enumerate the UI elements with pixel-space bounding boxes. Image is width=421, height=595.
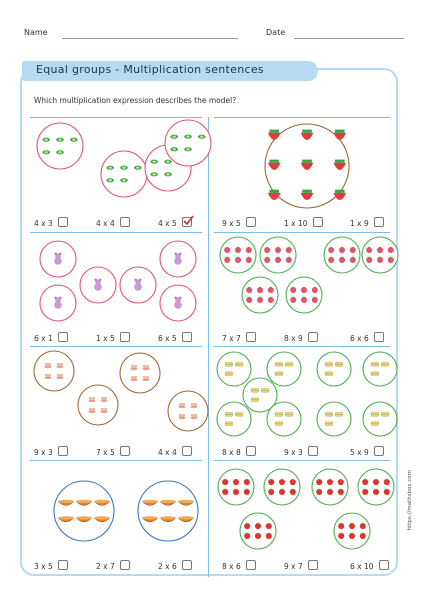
group-circle bbox=[120, 267, 156, 303]
answer-checkbox[interactable] bbox=[374, 217, 384, 227]
answer-label: 4 x 4 bbox=[96, 219, 115, 228]
answer-checkbox[interactable] bbox=[246, 560, 256, 570]
answer-option[interactable] bbox=[222, 560, 256, 571]
answer-label: 6 x 1 bbox=[34, 334, 53, 343]
answer-checkbox[interactable] bbox=[58, 217, 68, 227]
sandwiches-item bbox=[285, 412, 293, 416]
teddy-bears-item bbox=[174, 253, 182, 265]
sandwiches-item bbox=[325, 422, 333, 426]
sandwiches-item bbox=[371, 372, 379, 376]
group-circle bbox=[160, 285, 196, 321]
group-circle bbox=[267, 352, 301, 386]
problem-cell bbox=[212, 233, 402, 348]
answer-label: 9 x 7 bbox=[284, 562, 303, 571]
sandwiches-item bbox=[235, 362, 243, 366]
candies-item bbox=[106, 178, 114, 182]
answer-option[interactable] bbox=[222, 217, 256, 228]
group-circle bbox=[260, 237, 296, 273]
pomegranates-model bbox=[212, 233, 402, 325]
answer-checkbox[interactable] bbox=[120, 217, 130, 227]
group-circle bbox=[160, 241, 196, 277]
candies-model bbox=[28, 118, 218, 210]
problem-cell bbox=[212, 461, 402, 576]
group-circle bbox=[334, 513, 370, 549]
sandwiches-item bbox=[275, 362, 283, 366]
answer-option[interactable] bbox=[158, 332, 192, 343]
group-circle bbox=[363, 402, 397, 436]
candies-item bbox=[170, 147, 178, 151]
sandwiches-item bbox=[371, 422, 379, 426]
group-circle bbox=[217, 402, 251, 436]
group-circle bbox=[80, 267, 116, 303]
answer-option[interactable] bbox=[284, 332, 318, 343]
answer-label: 9 x 3 bbox=[284, 448, 303, 457]
answer-option[interactable] bbox=[96, 332, 130, 343]
answer-label: 3 x 5 bbox=[34, 562, 53, 571]
answer-option[interactable] bbox=[284, 446, 318, 457]
sandwiches-item bbox=[225, 362, 233, 366]
answer-label: 6 x 5 bbox=[158, 334, 177, 343]
answer-option[interactable] bbox=[34, 332, 68, 343]
name-label: Name bbox=[24, 28, 48, 37]
candies-item bbox=[198, 135, 206, 139]
answer-checkbox[interactable] bbox=[308, 446, 318, 456]
answer-checkbox[interactable] bbox=[120, 446, 130, 456]
answer-checkbox[interactable] bbox=[58, 560, 68, 570]
answer-checkbox[interactable] bbox=[182, 332, 192, 342]
sandwiches-item bbox=[225, 422, 233, 426]
answer-checkbox[interactable] bbox=[120, 560, 130, 570]
group-circle bbox=[120, 353, 160, 393]
group-circle bbox=[358, 469, 394, 505]
sandwiches-item bbox=[371, 412, 379, 416]
answer-label: 7 x 7 bbox=[222, 334, 241, 343]
sandwiches-item bbox=[325, 362, 333, 366]
answer-option[interactable] bbox=[222, 446, 256, 457]
answer-label: 4 x 4 bbox=[158, 448, 177, 457]
group-circle bbox=[101, 151, 147, 197]
answer-option[interactable] bbox=[96, 446, 130, 457]
answer-checkbox[interactable] bbox=[58, 446, 68, 456]
answer-option[interactable] bbox=[222, 332, 256, 343]
answer-checkbox[interactable] bbox=[374, 446, 384, 456]
answer-checkbox[interactable] bbox=[313, 217, 323, 227]
sandwiches-item bbox=[381, 362, 389, 366]
answer-label: 4 x 3 bbox=[34, 219, 53, 228]
group-circle bbox=[78, 385, 118, 425]
group-circle bbox=[40, 241, 76, 277]
candies-item bbox=[150, 172, 158, 176]
problem-cell bbox=[28, 461, 218, 576]
candies-item bbox=[164, 172, 172, 176]
tomatoes-model bbox=[212, 461, 402, 553]
answer-checkbox[interactable] bbox=[308, 332, 318, 342]
group-circle bbox=[362, 237, 398, 273]
sandwiches-item bbox=[275, 422, 283, 426]
answer-option[interactable] bbox=[158, 217, 192, 228]
answer-option[interactable] bbox=[350, 217, 384, 228]
group-circle bbox=[168, 391, 208, 431]
worksheet-title: Equal groups - Multiplication sentences bbox=[36, 63, 264, 76]
group-circle bbox=[324, 237, 360, 273]
answer-checkbox[interactable] bbox=[246, 217, 256, 227]
candies-item bbox=[42, 150, 50, 154]
candies-item bbox=[120, 166, 128, 170]
answer-label: 6 x 10 bbox=[350, 562, 374, 571]
answer-checkbox[interactable] bbox=[58, 332, 68, 342]
sandwiches-item bbox=[275, 412, 283, 416]
group-circle bbox=[217, 352, 251, 386]
answer-option[interactable] bbox=[96, 217, 130, 228]
group-circle bbox=[317, 402, 351, 436]
candies-item bbox=[56, 138, 64, 142]
teddy-bears-item bbox=[134, 279, 142, 291]
side-url: https://mathsbox.com bbox=[407, 470, 413, 531]
name-field[interactable] bbox=[62, 38, 238, 39]
sandwiches-model bbox=[212, 347, 402, 439]
candies-item bbox=[42, 138, 50, 142]
answer-checkbox[interactable] bbox=[120, 332, 130, 342]
answer-option[interactable] bbox=[34, 217, 68, 228]
answer-option[interactable] bbox=[96, 560, 130, 571]
sandwiches-item bbox=[325, 412, 333, 416]
teddy-bears-model bbox=[28, 233, 218, 325]
answer-label: 4 x 5 bbox=[158, 219, 177, 228]
answer-label: 6 x 6 bbox=[350, 334, 369, 343]
problem-cell bbox=[212, 118, 402, 233]
candies-item bbox=[164, 160, 172, 164]
answer-option[interactable] bbox=[284, 217, 323, 228]
answer-label: 2 x 6 bbox=[158, 562, 177, 571]
group-circle bbox=[220, 237, 256, 273]
sandwiches-item bbox=[251, 398, 259, 402]
checkmark-icon bbox=[182, 215, 194, 227]
answer-checkbox[interactable] bbox=[182, 217, 192, 227]
sandwiches-item bbox=[285, 362, 293, 366]
answer-label: 8 x 6 bbox=[222, 562, 241, 571]
sandwiches-item bbox=[261, 388, 269, 392]
group-circle bbox=[265, 124, 349, 208]
candies-item bbox=[120, 178, 128, 182]
teacups-model bbox=[28, 347, 218, 439]
candies-item bbox=[56, 150, 64, 154]
group-circle bbox=[37, 123, 83, 169]
sandwiches-item bbox=[235, 412, 243, 416]
group-circle bbox=[267, 402, 301, 436]
answer-label: 9 x 3 bbox=[34, 448, 53, 457]
answer-label: 9 x 5 bbox=[222, 219, 241, 228]
answer-checkbox[interactable] bbox=[182, 560, 192, 570]
candies-item bbox=[134, 166, 142, 170]
answer-label: 1 x 5 bbox=[96, 334, 115, 343]
problem-cell bbox=[28, 233, 218, 348]
answer-label: 5 x 9 bbox=[350, 448, 369, 457]
date-field[interactable] bbox=[294, 38, 404, 39]
problem-cell bbox=[28, 118, 218, 233]
teddy-bears-item bbox=[54, 297, 62, 309]
answer-label: 2 x 7 bbox=[96, 562, 115, 571]
sandwiches-item bbox=[335, 412, 343, 416]
strawberries-item bbox=[333, 190, 346, 200]
sandwiches-item bbox=[225, 412, 233, 416]
group-circle bbox=[242, 277, 278, 313]
group-circle bbox=[138, 481, 198, 541]
answer-label: 8 x 9 bbox=[284, 334, 303, 343]
candies-item bbox=[106, 166, 114, 170]
answer-option[interactable] bbox=[350, 332, 384, 343]
answer-option[interactable] bbox=[350, 560, 389, 571]
candies-item bbox=[184, 147, 192, 151]
problem-cell bbox=[212, 347, 402, 462]
group-circle bbox=[218, 469, 254, 505]
sandwiches-item bbox=[251, 388, 259, 392]
answer-option[interactable] bbox=[34, 560, 68, 571]
candies-item bbox=[170, 135, 178, 139]
candies-item bbox=[184, 135, 192, 139]
group-circle bbox=[54, 481, 114, 541]
answer-checkbox[interactable] bbox=[308, 560, 318, 570]
teddy-bears-item bbox=[94, 279, 102, 291]
answer-option[interactable] bbox=[350, 446, 384, 457]
question-text: Which multiplication expression describes the model? bbox=[34, 96, 237, 105]
answer-checkbox[interactable] bbox=[182, 446, 192, 456]
group-circle bbox=[286, 277, 322, 313]
answer-label: 7 x 5 bbox=[96, 448, 115, 457]
answer-label: 1 x 10 bbox=[284, 219, 308, 228]
group-circle bbox=[34, 351, 74, 391]
strawberries-item bbox=[268, 190, 281, 200]
group-circle bbox=[363, 352, 397, 386]
strawberries-model bbox=[212, 118, 402, 210]
answer-option[interactable] bbox=[34, 446, 68, 457]
answer-option[interactable] bbox=[158, 446, 192, 457]
teddy-bears-item bbox=[54, 253, 62, 265]
group-circle bbox=[312, 469, 348, 505]
bowls-model bbox=[28, 461, 218, 553]
sandwiches-item bbox=[335, 362, 343, 366]
date-label: Date bbox=[266, 28, 286, 37]
sandwiches-item bbox=[275, 372, 283, 376]
answer-checkbox[interactable] bbox=[379, 560, 389, 570]
answer-option[interactable] bbox=[158, 560, 192, 571]
answer-option[interactable] bbox=[284, 560, 318, 571]
group-circle bbox=[240, 513, 276, 549]
answer-checkbox[interactable] bbox=[374, 332, 384, 342]
group-circle bbox=[40, 285, 76, 321]
answer-label: 1 x 9 bbox=[350, 219, 369, 228]
group-circle bbox=[165, 120, 211, 166]
group-circle bbox=[264, 469, 300, 505]
group-circle bbox=[317, 352, 351, 386]
problem-cell bbox=[28, 347, 218, 462]
sandwiches-item bbox=[325, 372, 333, 376]
candies-item bbox=[70, 138, 78, 142]
answer-checkbox[interactable] bbox=[246, 446, 256, 456]
answer-label: 8 x 8 bbox=[222, 448, 241, 457]
student-header bbox=[24, 28, 404, 42]
sandwiches-item bbox=[371, 362, 379, 366]
teddy-bears-item bbox=[174, 297, 182, 309]
sandwiches-item bbox=[381, 412, 389, 416]
candies-item bbox=[150, 160, 158, 164]
sandwiches-item bbox=[225, 372, 233, 376]
answer-checkbox[interactable] bbox=[246, 332, 256, 342]
